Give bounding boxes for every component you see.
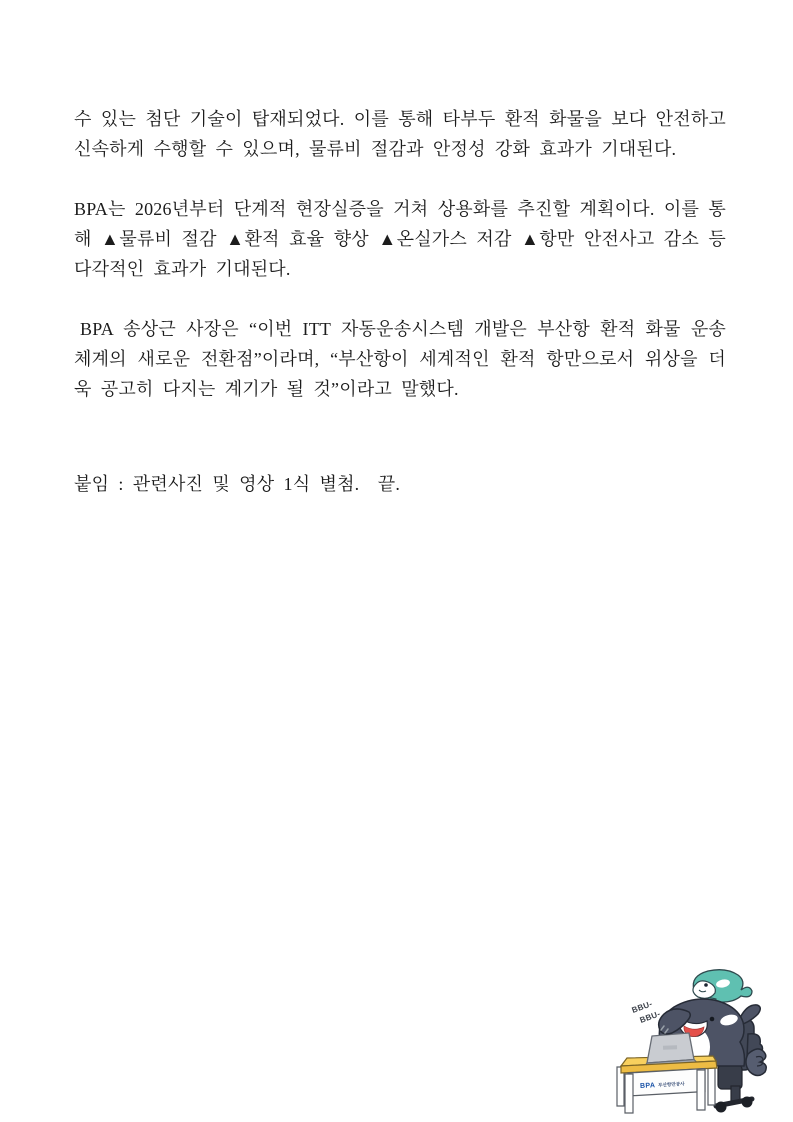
desk-logo-name: 부산항만공사: [657, 1081, 685, 1088]
orca-tail-icon: [746, 1049, 766, 1076]
typing-sound-text: [631, 999, 662, 1025]
attachment-line: 붙임 : 관련사진 및 영상 1식 별첨. 끝.: [74, 474, 401, 494]
paragraph-3: BPA 송상근 사장은 “이번 ITT 자동운송시스템 개발은 부산항 환적 화물 운송 체계의 새로운 전환점”이라며, “부산항이 세계적인 환적 항만으로서 위상을 더욱 공고히 다지는 계기가 될 것”이라고 말했다.: [74, 319, 726, 399]
paragraph-1: 수 있는 첨단 기술이 탑재되었다. 이를 통해 타부두 환적 화물을 보다 안전하고 신속하게 수행할 수 있으며, 물류비 절감과 안정성 강화 효과가 기대된다.: [74, 109, 726, 159]
typing-sound-line-2: BBU-: [638, 1009, 662, 1025]
desk-icon: [617, 1061, 717, 1113]
desk-logo-brand: BPA: [639, 1082, 656, 1091]
document-body: [74, 0, 726, 499]
mascot-svg: [600, 960, 793, 1122]
typing-sound-line-1: BBU-: [630, 999, 654, 1015]
bpa-mascot-illustration: [600, 960, 793, 1122]
paragraph-2: BPA는 2026년부터 단계적 현장실증을 거쳐 상용화를 추진할 계획이다. 이를 통해 ▲물류비 절감 ▲환적 효율 향상 ▲온실가스 저감 ▲항만 안전사고 감소 등 다각적인 효과가 기대된다.: [74, 199, 726, 279]
